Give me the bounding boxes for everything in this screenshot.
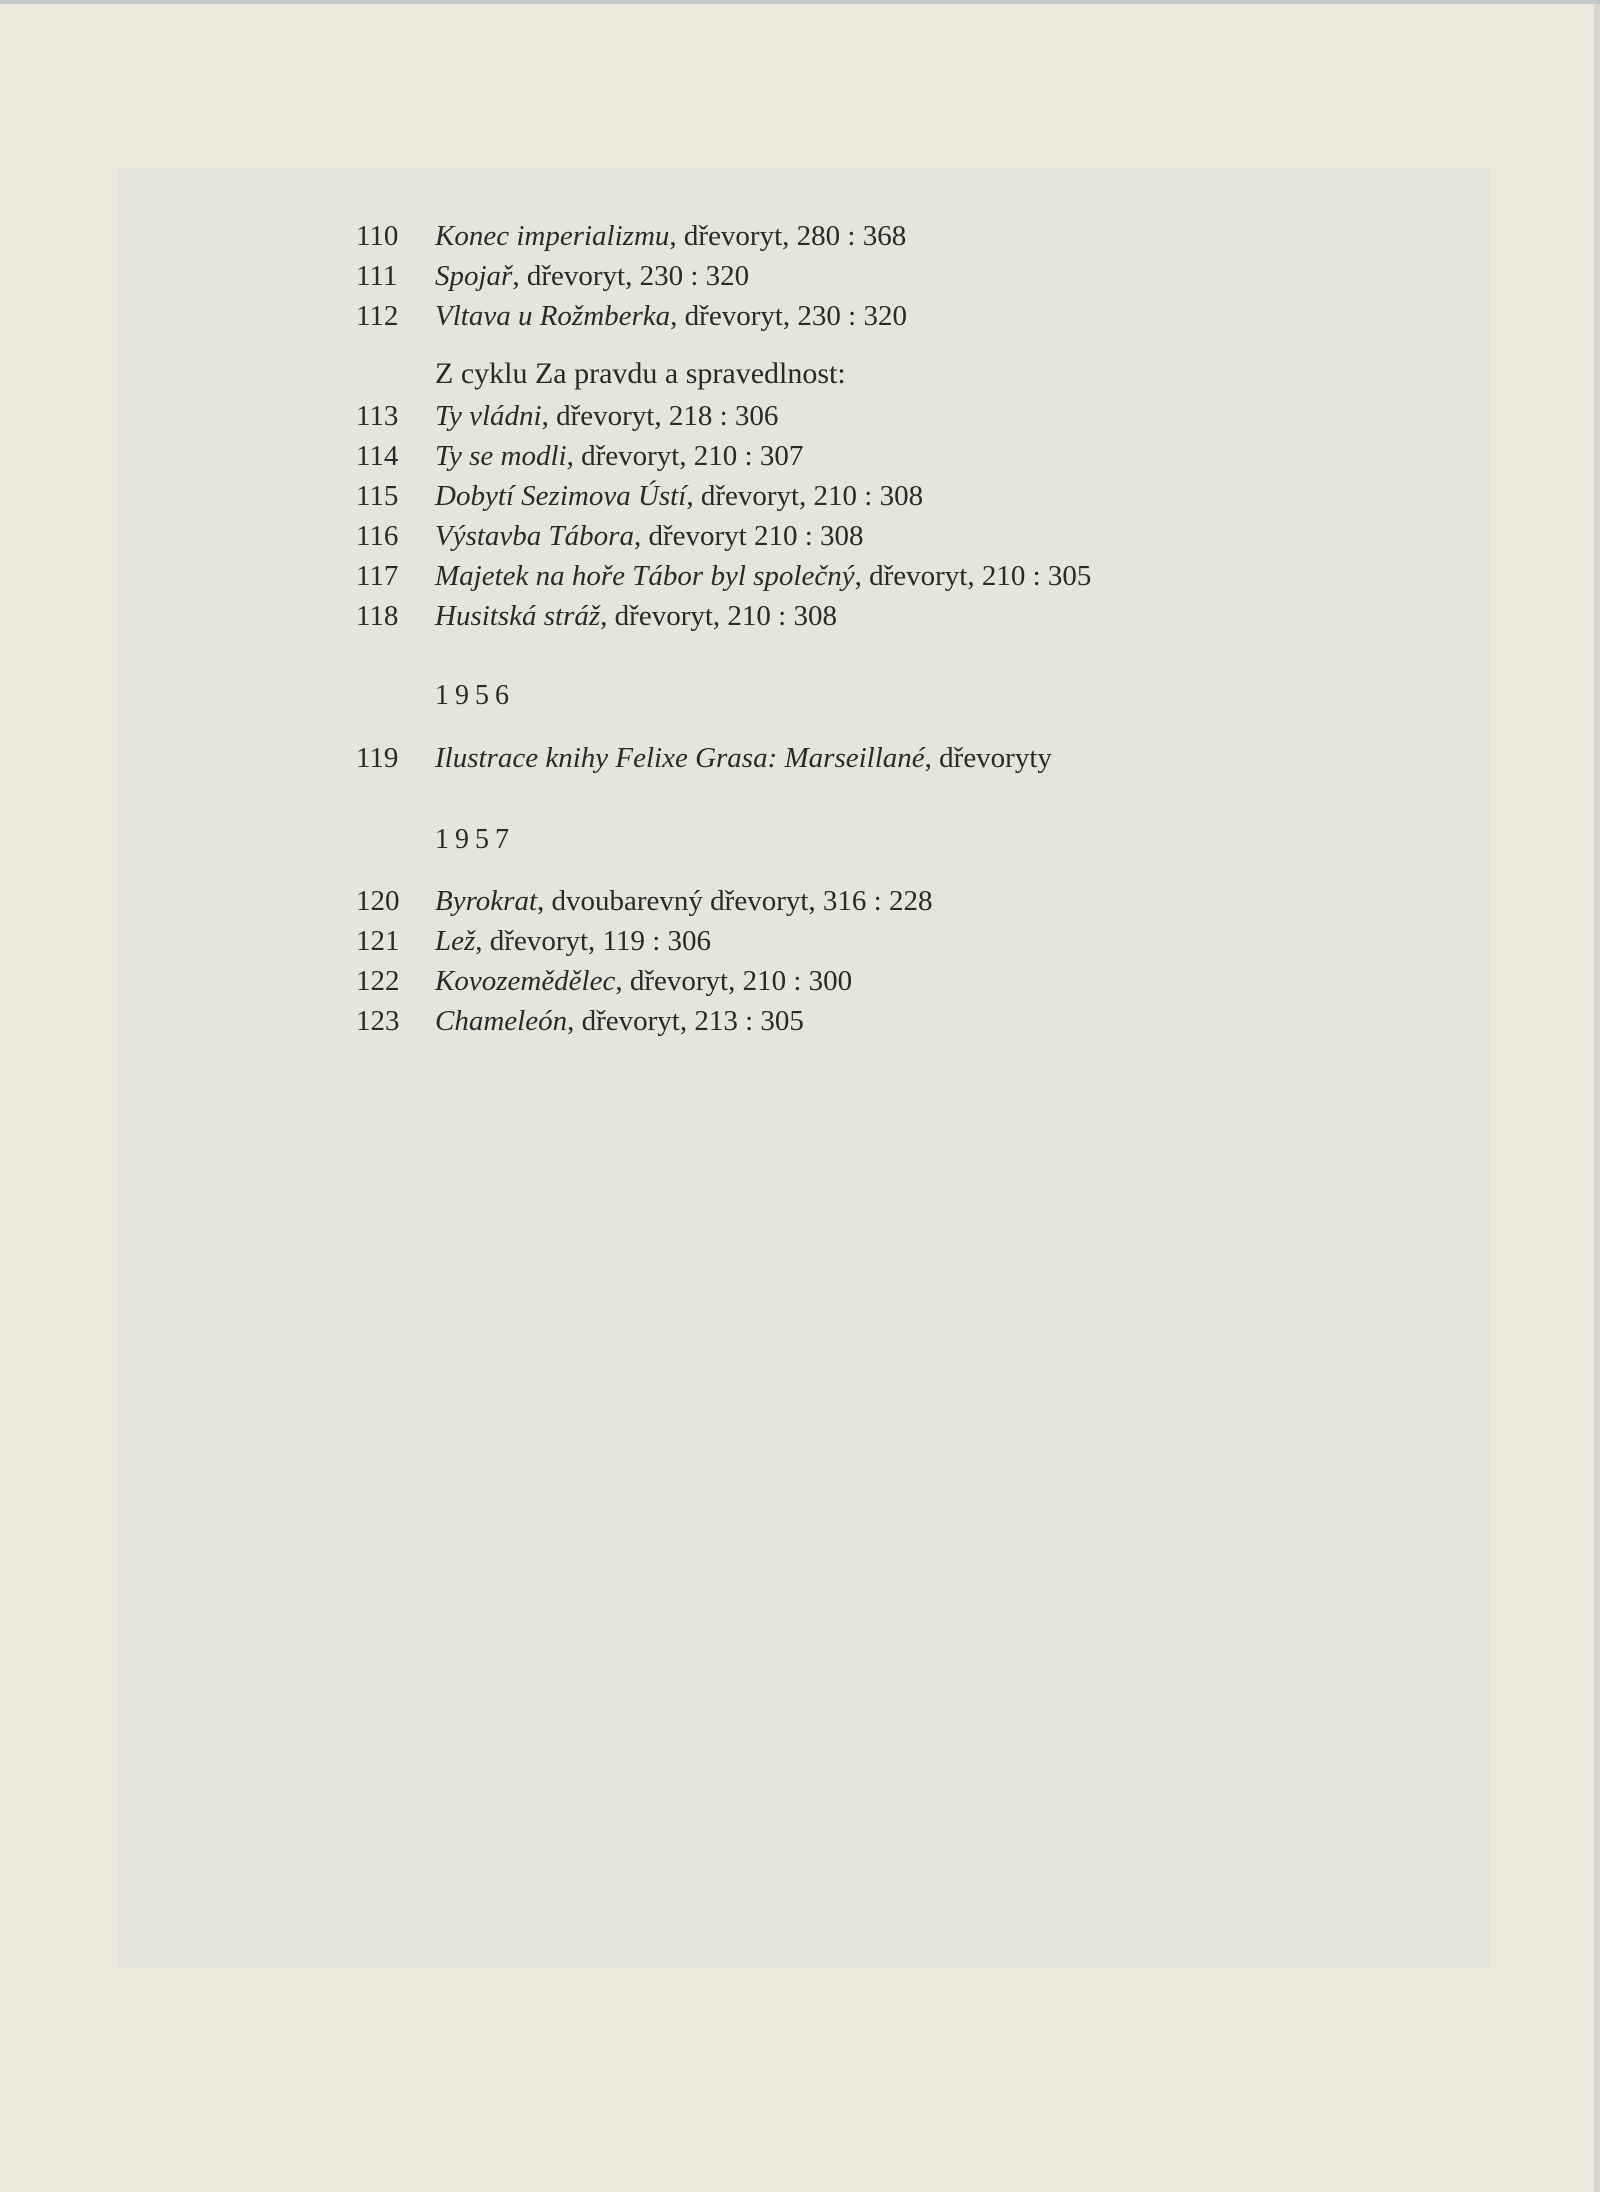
entry-title: Majetek na hoře Tábor byl společný <box>435 560 855 592</box>
list-item <box>0 556 1600 596</box>
list-item <box>0 296 1600 336</box>
entry-number: 117 <box>356 560 399 592</box>
entry-title: Chameleón <box>435 1005 568 1037</box>
entry-title: Kovozemědělec <box>435 965 616 997</box>
entry-number: 113 <box>356 400 399 432</box>
entry-title: Byrokrat <box>435 885 538 917</box>
entry-title: Husitská stráž <box>435 600 601 632</box>
cycle-heading-row <box>0 354 1600 394</box>
list-item <box>0 738 1600 778</box>
entry-desc: , dřevoryt, 210 : 308 <box>686 480 924 512</box>
entry-title: Vltava u Rožmberka <box>435 300 671 332</box>
entry-desc: , dřevoryty <box>924 742 1052 774</box>
entry-number: 121 <box>356 925 400 957</box>
list-item <box>0 436 1600 476</box>
entry-title: Ty vládni <box>435 400 542 432</box>
entry-title: Dobytí Sezimova Ústí <box>435 480 687 512</box>
entry-number: 115 <box>356 480 399 512</box>
entry-title: Konec imperializmu <box>435 220 670 252</box>
list-item <box>0 921 1600 961</box>
list-item <box>0 516 1600 556</box>
entry-desc: , dřevoryt, 210 : 307 <box>566 440 804 472</box>
entry-number: 118 <box>356 600 399 632</box>
entry-title: Ty se modli <box>435 440 567 472</box>
list-item <box>0 1001 1600 1041</box>
list-item <box>0 216 1600 256</box>
entry-title: Ilustrace knihy Felixe Grasa: Marseillané <box>435 742 925 774</box>
entry-desc: , dřevoryt, 230 : 320 <box>670 300 907 332</box>
entry-number: 116 <box>356 520 399 552</box>
year-heading: 1957 <box>435 824 515 855</box>
entry-desc: , dřevoryt, 210 : 300 <box>615 965 853 997</box>
entry-number: 110 <box>356 220 399 252</box>
entry-number: 122 <box>356 965 400 997</box>
entry-desc: , dřevoryt, 210 : 305 <box>854 560 1092 592</box>
entry-desc: , dřevoryt 210 : 308 <box>633 520 864 552</box>
list-item <box>0 476 1600 516</box>
list-item <box>0 396 1600 436</box>
entry-title: Výstavba Tábora <box>435 520 634 552</box>
cycle-heading: Z cyklu Za pravdu a spravedlnost: <box>435 357 846 390</box>
year-heading-row <box>0 676 1600 716</box>
entry-desc: , dřevoryt, 119 : 306 <box>475 925 712 957</box>
entry-number: 120 <box>356 885 400 917</box>
entry-desc: , dřevoryt, 280 : 368 <box>669 220 907 252</box>
list-item <box>0 596 1600 636</box>
list-item <box>0 881 1600 921</box>
entry-number: 119 <box>356 742 399 774</box>
entry-title: Lež <box>435 925 476 957</box>
entry-number: 111 <box>356 260 398 292</box>
entry-number: 114 <box>356 440 399 472</box>
entry-title: Spojař <box>435 260 513 292</box>
entry-desc: , dřevoryt, 230 : 320 <box>512 260 750 292</box>
year-heading-row <box>0 820 1600 860</box>
list-item <box>0 961 1600 1001</box>
list-item <box>0 256 1600 296</box>
entry-desc: , dřevoryt, 218 : 306 <box>541 400 779 432</box>
entry-desc: , dřevoryt, 213 : 305 <box>567 1005 804 1037</box>
entry-desc: , dvoubarevný dřevoryt, 316 : 228 <box>537 885 933 917</box>
entry-number: 112 <box>356 300 399 332</box>
entry-desc: , dřevoryt, 210 : 308 <box>600 600 837 632</box>
year-heading: 1956 <box>435 680 515 711</box>
entry-number: 123 <box>356 1005 400 1037</box>
